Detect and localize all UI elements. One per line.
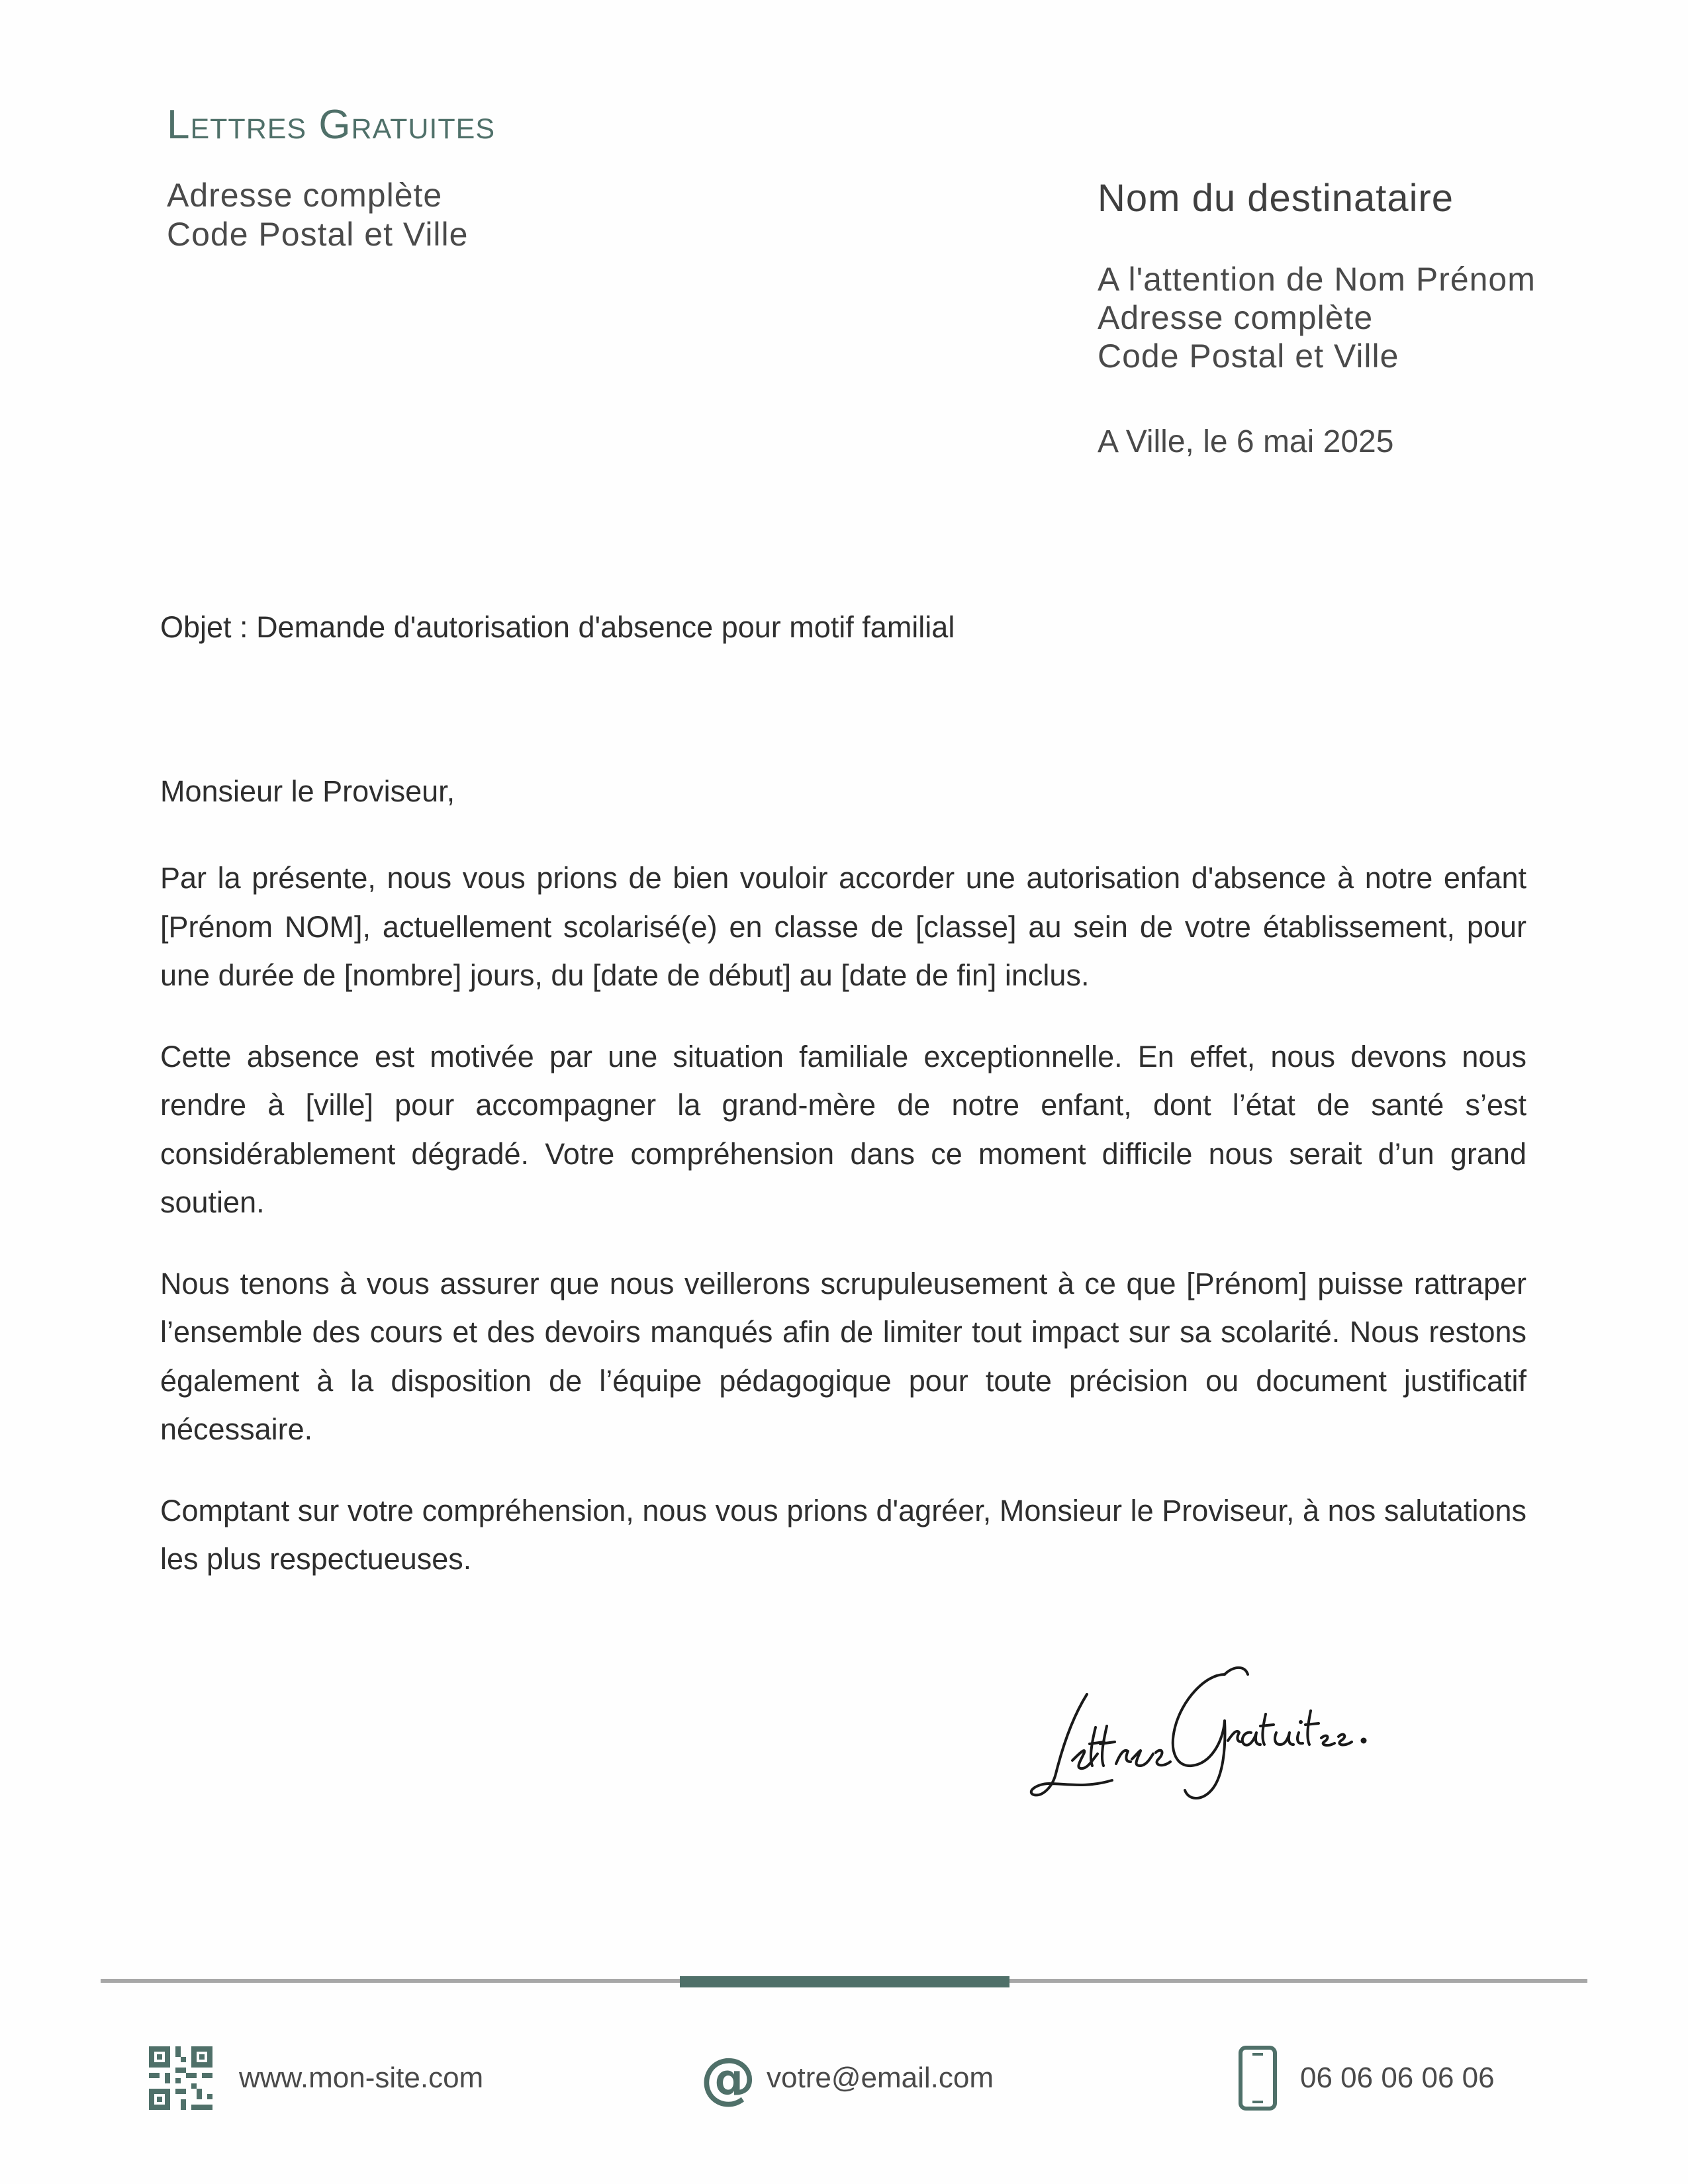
footer-website[interactable] bbox=[149, 2045, 483, 2111]
sender-address bbox=[167, 176, 468, 254]
footer-email[interactable] bbox=[700, 2045, 994, 2111]
body-paragraph-4: Comptant sur votre compréhension, nous vous prions d'agréer, Monsieur le Proviseur, à nos salutations les plus respectueuses. bbox=[160, 1493, 1526, 1576]
email-link[interactable]: votre@email.com bbox=[767, 2062, 994, 2094]
recipient-city-line: Code Postal et Ville bbox=[1098, 338, 1399, 375]
sender-city-line: Code Postal et Ville bbox=[167, 216, 469, 253]
body-paragraph-3: Nous tenons à vous assurer que nous veillerons scrupuleusement à ce que [Prénom] puisse rattraper l’ensemble des cours et des devoirs manqués afin de limiter tout impact sur sa scolarité. Nous restons également à la disposition de l’équipe pédagogique pour toute précision ou document justificatif nécessaire. bbox=[160, 1266, 1526, 1446]
salutation: Monsieur le Proviseur, bbox=[160, 774, 455, 808]
recipient-address-line: Adresse complète bbox=[1098, 299, 1374, 336]
footer-accent-bar bbox=[680, 1976, 1009, 1987]
qr-code-icon bbox=[149, 2046, 212, 2110]
at-icon: @ bbox=[700, 2046, 756, 2111]
footer-phone[interactable] bbox=[1238, 2045, 1495, 2111]
phone-number[interactable]: 06 06 06 06 06 bbox=[1300, 2062, 1495, 2094]
website-link[interactable]: www.mon-site.com bbox=[239, 2062, 484, 2094]
recipient-name: Nom du destinataire bbox=[1098, 177, 1454, 220]
body-paragraph-1: Par la présente, nous vous prions de bien vouloir accorder une autorisation d'absence à notre enfant [Prénom NOM], actuellement scolarisé(e) en classe de [classe] au sein de votre établissement, pour une durée de [nombre] jours, du [date de début] au [date de fin] inclus. bbox=[160, 861, 1526, 992]
phone-icon bbox=[1238, 2045, 1278, 2111]
recipient-attention-line: A l'attention de Nom Prénom bbox=[1098, 261, 1536, 298]
letter-date: A Ville, le 6 mai 2025 bbox=[1098, 424, 1394, 459]
body-paragraph-2: Cette absence est motivée par une situation familiale exceptionnelle. En effet, nous devons nous rendre à [ville] pour accompagner la grand-mère de notre enfant, dont l’état de santé s’est considérablement dégradé. Votre compréhension dans ce moment difficile nous serait d’un grand soutien. bbox=[160, 1039, 1526, 1219]
recipient-address bbox=[1098, 260, 1536, 375]
sender-address-line: Adresse complète bbox=[167, 177, 443, 214]
sender-name: Lettres Gratuites bbox=[167, 102, 495, 148]
letter-subject: Objet : Demande d'autorisation d'absence pour motif familial bbox=[160, 610, 955, 644]
signature bbox=[1026, 1648, 1383, 1807]
letter-body bbox=[160, 854, 1526, 1616]
